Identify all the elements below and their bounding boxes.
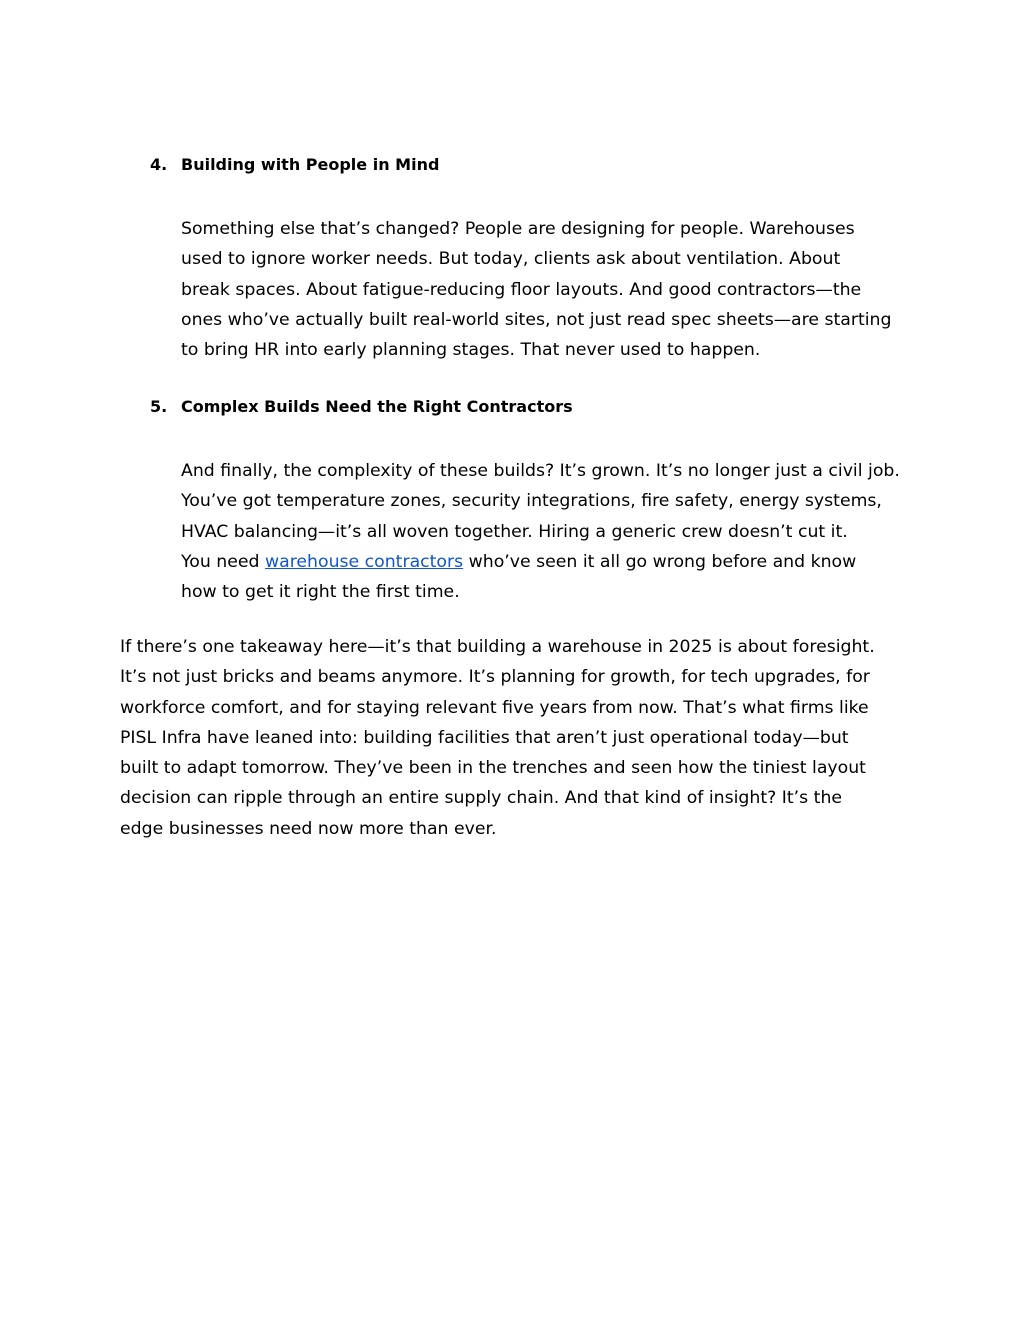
section-paragraph bbox=[181, 456, 921, 607]
section-heading bbox=[150, 154, 920, 176]
paragraph-text-after-link: who’ve seen it all go wrong before and know how to get it right the first time. bbox=[181, 551, 857, 603]
section-title: Complex Builds Need the Right Contractors bbox=[181, 397, 573, 416]
paragraph-text-before-link: And finally, the complexity of these builds? It’s grown. It’s no longer just a civil job. You’ve got temperature zones, security integrations, fire safety, energy systems, HVAC balancing—it’s all woven together. Hiring a generic crew doesn’t cut it. You need bbox=[181, 461, 900, 572]
section-heading bbox=[150, 396, 920, 418]
list-item-4 bbox=[150, 154, 920, 365]
list-number: 5. bbox=[150, 397, 168, 416]
list-number: 4. bbox=[150, 155, 168, 174]
warehouse-contractors-link[interactable]: warehouse contractors bbox=[264, 551, 464, 572]
list-item-5 bbox=[150, 396, 920, 607]
closing-paragraph: If there’s one takeaway here—it’s that building a warehouse in 2025 is about foresight. It’s not just bricks and beams anymore. It’s planning for growth, for tech upgrades, for workforce comfort, and for staying relevant five years from now. That’s what firms like PISL Infra have leaned into: building facilities that aren’t just operational today—but built to adapt tomorrow. They’ve been in the trenches and seen how the tiniest layout decision can ripple through an entire supply chain. And that kind of insight? It’s the edge businesses need now more than ever. bbox=[120, 637, 875, 839]
section-paragraph: Something else that’s changed? People are designing for people. Warehouses used to ignore worker needs. But today, clients ask about ventilation. About break spaces. About fatigue-reducing floor layouts. And good contractors—the ones who’ve actually built real-world sites, not just read spec sheets—are starting to bring HR into early planning stages. That never used to happen. bbox=[181, 219, 892, 361]
section-title: Building with People in Mind bbox=[181, 155, 440, 174]
